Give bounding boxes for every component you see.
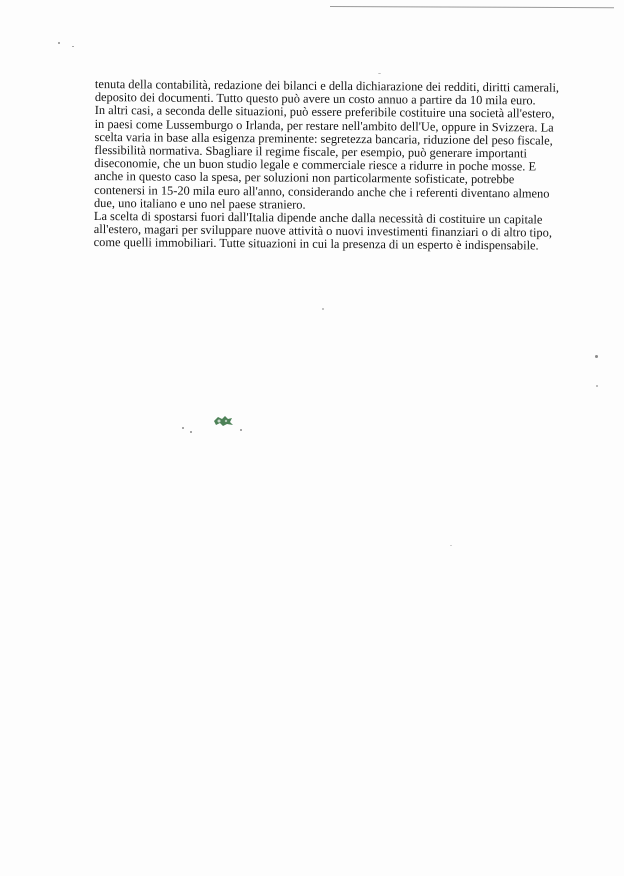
scan-speck xyxy=(58,42,60,44)
text-line: due, uno italiano e uno nel paese straniero. xyxy=(93,195,306,212)
scan-speck xyxy=(182,427,184,429)
scan-speck xyxy=(240,429,242,431)
text-line: diseconomie, che un buon studio legale e commerciale riesce a ridurre in poche mosse. E xyxy=(94,156,537,174)
scan-speck xyxy=(450,545,452,546)
ink-blot xyxy=(212,415,234,427)
text-line: in paesi come Lussemburgo o Irlanda, per restare nell'ambito dell'Ue, oppure in Svizzera. La xyxy=(94,116,554,135)
text-line: anche in questo caso la spesa, per soluzioni non particolarmente sofisticate, potrebbe xyxy=(94,169,515,187)
text-line: tenuta della contabilità, redazione dei bilanci e della dichiarazione dei redditi, diritti camerali, xyxy=(94,77,560,95)
scan-speck xyxy=(378,73,381,74)
scan-speck xyxy=(596,385,598,387)
text-line: deposito dei documenti. Tutto questo può avere un costo annuo a partire da 10 mila euro. xyxy=(94,90,536,108)
text-line: come quelli immobiliari. Tutte situazioni in cui la presenza di un esperto è indispensabile. xyxy=(93,235,539,253)
text-line: In altri casi, a seconda delle situazioni, può essere preferibile costituire una società all'estero, xyxy=(94,103,555,122)
scan-speck xyxy=(595,355,598,358)
text-line: La scelta di spostarsi fuori dall'Italia dipende anche dalla necessità di costituire un capitale xyxy=(93,209,543,227)
text-line: all'estero, magari per sviluppare nuove attività o nuovi investimenti finanziari o di altro tipo, xyxy=(93,222,553,240)
scan-speck xyxy=(72,46,74,47)
text-line: contenersi in 15-20 mila euro all'anno, considerando anche che i referenti diventano almeno xyxy=(94,182,550,201)
text-line: scelta varia in base alla esigenza preminente: segretezza bancaria, riduzione del peso fiscale, xyxy=(94,129,553,148)
scan-speck xyxy=(190,431,192,433)
document-text xyxy=(94,78,573,253)
text-line: flessibilità normativa. Sbagliare il regime fiscale, per esempio, può generare importanti xyxy=(94,143,527,161)
scan-speck xyxy=(322,308,324,310)
page-top-edge xyxy=(330,6,614,8)
